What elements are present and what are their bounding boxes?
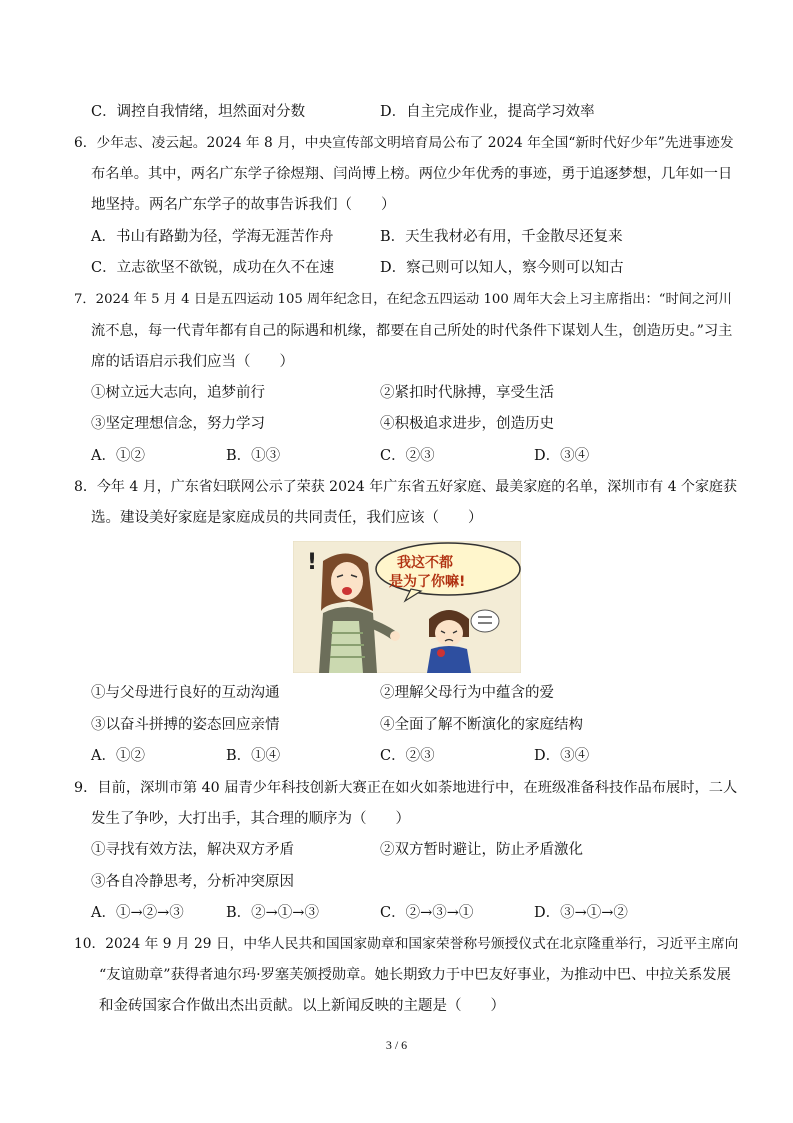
q6-stem-line1: 6．少年志、凌云起。2024 年 8 月，中央宣传部文明培育局公布了 2024 年全国“新时代好少年”先进事迹发 <box>74 135 734 151</box>
q7-stem-line2: 流不息，每一代青年都有自己的际遇和机缘，都要在自己所处的时代条件下谋划人生，创造历史。”习主 <box>91 323 733 339</box>
q8-bubble-text-top: 我这不都 <box>397 555 453 571</box>
q8-statement-4: ④全面了解不断演化的家庭结构 <box>380 717 583 733</box>
q6-option-b: B．天生我材必有用，千金散尽还复来 <box>380 229 623 245</box>
q7-option-a: A．①② <box>91 448 145 464</box>
q7-option-b: B．①③ <box>226 448 281 464</box>
q8-stem-line2: 选。建设美好家庭是家庭成员的共同责任，我们应该（ ） <box>91 510 483 526</box>
q9-option-d: D．③→①→② <box>534 905 628 921</box>
q6-option-c: C．立志欲坚不欲锐，成功在久不在速 <box>91 260 335 276</box>
q8-option-c: C．②③ <box>380 748 435 764</box>
q8-statement-3: ③以奋斗拼搏的姿态回应亲情 <box>91 717 280 733</box>
q8-statement-1: ①与父母进行良好的互动沟通 <box>91 685 280 701</box>
q9-option-b: B．②→①→③ <box>226 905 319 921</box>
q10-stem-line2: “友谊勋章”获得者迪尔玛·罗塞芙颁授勋章。她长期致力于中巴友好事业，为推动中巴、中拉关系发展 <box>99 967 731 983</box>
q7-statement-2: ②紧扣时代脉搏，享受生活 <box>380 385 554 401</box>
q8-stem-line1: 8．今年 4 月，广东省妇联网公示了荣获 2024 年广东省五好家庭、最美家庭的名单，深圳市有 4 个家庭获 <box>74 479 738 495</box>
q9-stem-line2: 发生了争吵，大打出手，其合理的顺序为（ ） <box>91 811 410 827</box>
q9-option-a: A．①→②→③ <box>91 905 184 921</box>
page-number: 3 / 6 <box>385 1038 408 1052</box>
q10-stem-line3: 和金砖国家合作做出杰出贡献。以上新闻反映的主题是（ ） <box>99 998 505 1014</box>
q8-statement-2: ②理解父母行为中蕴含的爱 <box>380 685 554 701</box>
q8-bubble-text-bottom: 是为了你嘛! <box>389 574 466 590</box>
q9-option-c: C．②→③→① <box>380 905 474 921</box>
q9-statement-1: ①寻找有效方法，解决双方矛盾 <box>91 842 294 858</box>
q5-option-c: C．调控自我情绪，坦然面对分数 <box>91 104 306 120</box>
q10-stem-line1: 10．2024 年 9 月 29 日，中华人民共和国国家勋章和国家荣誉称号颁授仪式在北京隆重举行，习近平主席向 <box>74 936 739 952</box>
q6-stem-line3: 地坚持。两名广东学子的故事告诉我们（ ） <box>91 197 396 213</box>
q7-stem-line1: 7．2024 年 5 月 4 日是五四运动 105 周年纪念日，在纪念五四运动 100 周年大会上习主席指出：“时间之河川 <box>74 292 732 307</box>
q8-cartoon-illustration <box>293 541 521 673</box>
q7-stem-line3: 席的话语启示我们应当（ ） <box>91 354 294 370</box>
q7-option-c: C．②③ <box>380 448 435 464</box>
q5-option-d: D．自主完成作业，提高学习效率 <box>380 104 595 120</box>
q6-option-d: D．察己则可以知人，察今则可以知古 <box>380 260 624 276</box>
q9-statement-2: ②双方暂时避让，防止矛盾激化 <box>380 842 583 858</box>
q7-option-d: D．③④ <box>534 448 590 464</box>
q7-statement-4: ④积极追求进步，创造历史 <box>380 416 554 432</box>
q9-stem-line1: 9．目前，深圳市第 40 届青少年科技创新大赛正在如火如荼地进行中，在班级准备科技作品布展时，二人 <box>74 780 738 796</box>
q6-stem-line2: 布名单。其中，两名广东学子徐煜翔、闫尚博上榜。两位少年优秀的事迹，勇于追逐梦想，几年如一日 <box>91 166 733 182</box>
q8-option-b: B．①④ <box>226 748 281 764</box>
svg-text:!: ! <box>307 550 318 575</box>
q7-statement-3: ③坚定理想信念，努力学习 <box>91 416 265 432</box>
q9-statement-3: ③各自冷静思考，分析冲突原因 <box>91 874 294 890</box>
q6-option-a: A．书山有路勤为径，学海无涯苦作舟 <box>91 229 334 245</box>
q7-statement-1: ①树立远大志向，追梦前行 <box>91 385 265 401</box>
q8-option-a: A．①② <box>91 748 145 764</box>
q8-option-d: D．③④ <box>534 748 590 764</box>
